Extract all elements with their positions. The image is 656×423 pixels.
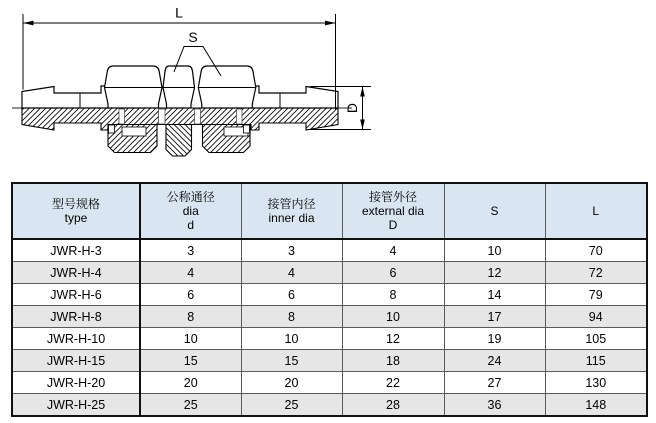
cell: 3 xyxy=(241,239,342,262)
cell: 4 xyxy=(342,239,444,262)
cell-model: JWR-H-25 xyxy=(12,394,140,417)
cell: 20 xyxy=(241,372,342,394)
label-D: D xyxy=(344,102,360,114)
cell: 36 xyxy=(444,394,545,417)
cell: 25 xyxy=(241,394,342,417)
cell: 6 xyxy=(241,284,342,306)
cell: 72 xyxy=(545,262,647,284)
label-L: L xyxy=(175,4,183,21)
section-nuts xyxy=(108,125,250,157)
header-line: inner dia xyxy=(268,211,315,225)
cell: 8 xyxy=(241,306,342,328)
cell: 79 xyxy=(545,284,647,306)
cell: 19 xyxy=(444,328,545,350)
header-line: 接管外径 xyxy=(368,190,417,204)
nut-right xyxy=(198,66,256,108)
cell-model: JWR-H-8 xyxy=(12,306,140,328)
header-line: 公称通径 xyxy=(166,190,215,204)
cell: 130 xyxy=(545,372,647,394)
header-line: type xyxy=(64,211,88,225)
cell: 105 xyxy=(545,328,647,350)
table-row xyxy=(12,284,647,306)
header-line: S xyxy=(490,204,499,218)
technical-drawing xyxy=(0,0,420,175)
header-line: L xyxy=(592,204,600,218)
cell: 6 xyxy=(140,284,241,306)
cell: 12 xyxy=(444,262,545,284)
header-line: 型号规格 xyxy=(51,197,100,211)
cell-model: JWR-H-4 xyxy=(12,262,140,284)
cell-model: JWR-H-10 xyxy=(12,328,140,350)
table-row xyxy=(12,328,647,350)
cell-model: JWR-H-15 xyxy=(12,350,140,372)
cell: 15 xyxy=(241,350,342,372)
cell-model: JWR-H-20 xyxy=(12,372,140,394)
cell: 8 xyxy=(140,306,241,328)
table-row xyxy=(12,350,647,372)
cell: 10 xyxy=(342,306,444,328)
cell: 4 xyxy=(140,262,241,284)
cell: 22 xyxy=(342,372,444,394)
col-header-l xyxy=(545,183,647,239)
col-header-s xyxy=(444,183,545,239)
cell: 14 xyxy=(444,284,545,306)
cell: 20 xyxy=(140,372,241,394)
cell: 10 xyxy=(444,239,545,262)
cell: 148 xyxy=(545,394,647,417)
header-line: 接管内径 xyxy=(267,197,316,211)
table-row xyxy=(12,262,647,284)
table-row xyxy=(12,394,647,417)
cell: 27 xyxy=(444,372,545,394)
spec-table xyxy=(11,182,648,417)
hose-tail-right xyxy=(251,86,338,108)
cell-model: JWR-H-6 xyxy=(12,284,140,306)
cell: 12 xyxy=(342,328,444,350)
header-line: d xyxy=(187,218,195,232)
col-header-nominal-dia xyxy=(140,183,241,239)
nut-left xyxy=(105,66,163,108)
col-header-external-dia xyxy=(342,183,444,239)
label-S: S xyxy=(188,29,198,45)
cell: 25 xyxy=(140,394,241,417)
cell: 10 xyxy=(140,328,241,350)
cell: 94 xyxy=(545,306,647,328)
cell: 17 xyxy=(444,306,545,328)
hose-tail-left xyxy=(22,86,109,108)
cell: 115 xyxy=(545,350,647,372)
cell: 3 xyxy=(140,239,241,262)
header-line: dia xyxy=(182,204,199,218)
cell: 15 xyxy=(140,350,241,372)
cell: 10 xyxy=(241,328,342,350)
cell: 70 xyxy=(545,239,647,262)
col-header-inner-dia xyxy=(241,183,342,239)
col-header-type xyxy=(12,183,140,239)
table-row xyxy=(12,306,647,328)
header-line: D xyxy=(388,218,398,232)
cell: 8 xyxy=(342,284,444,306)
cell: 24 xyxy=(444,350,545,372)
cell: 6 xyxy=(342,262,444,284)
cell-model: JWR-H-3 xyxy=(12,239,140,262)
header-line: external dia xyxy=(361,204,425,218)
table-row xyxy=(12,372,647,394)
cell: 28 xyxy=(342,394,444,417)
cell: 18 xyxy=(342,350,444,372)
table-row xyxy=(12,239,647,262)
header-row xyxy=(12,183,647,239)
hex-body-center xyxy=(163,66,195,108)
cell: 4 xyxy=(241,262,342,284)
